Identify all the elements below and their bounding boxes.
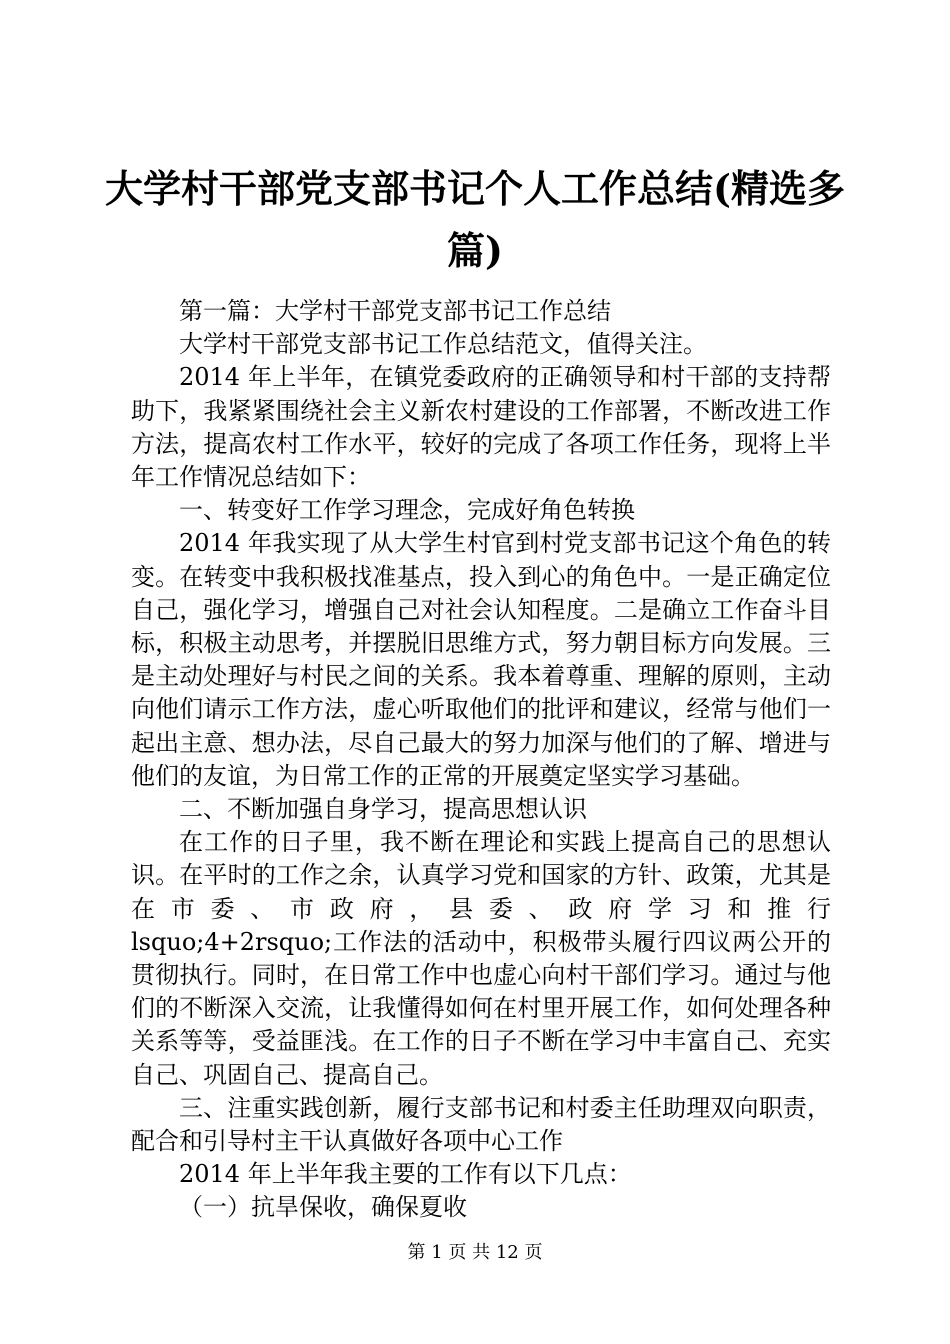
paragraph-self-study-part1: 在工作的日子里，我不断在理论和实践上提高自己的思想认识。在平时的工作之余，认真学习党和国家的方针、政策，尤其是在市委、市政府，县委、政府学习和推行 [131, 828, 831, 923]
document-body [131, 295, 831, 1225]
paragraph-overview: 2014 年上半年，在镇党委政府的正确领导和村干部的支持帮助下，我紧紧围绕社会主义新农村建设的工作部署，不断改进工作方法，提高农村工作水平，较好的完成了各项工作任务，现将上半年工作情况总结如下： [131, 363, 831, 492]
page-footer: 第 1 页 共 12 页 [407, 1242, 543, 1263]
title-line-2: 篇) [447, 228, 503, 273]
paragraph-self-study-part2: lsquo;4+2rsquo;工作法的活动中，积极带头履行四议两公开的贯彻执行。同时，在日常工作中也虚心向村干部们学习。通过与他们的不断深入交流，让我懂得如何在村里开展工作，如何处理各种关系等等，受益匪浅。在工作的日子不断在学习中丰富自己、充实自己、巩固自己、提高自己。 [131, 927, 831, 1089]
paragraph-intro: 大学村干部党支部书记工作总结范文，值得关注。 [179, 330, 707, 359]
title-line-1: 大学村干部党支部书记个人工作总结(精选多 [105, 166, 845, 211]
document-title [100, 158, 850, 282]
paragraph-section-heading: 第一篇：大学村干部党支部书记工作总结 [179, 297, 611, 325]
paragraph-role-change: 2014 年我实现了从大学生村官到村党支部书记这个角色的转变。在转变中我积极找准基点，投入到心的角色中。一是正确定位自己，强化学习，增强自己对社会认知程度。二是确立工作奋斗目标，积极主动思考，并摆脱旧思维方式，努力朝目标方向发展。三是主动处理好与村民之间的关系。我本着尊重、理解的原则，主动向他们请示工作方法，虚心听取他们的批评和建议，经常与他们一起出主意、想办法，尽自己最大的努力加深与他们的了解、增进与他们的友谊，为日常工作的正常的开展奠定坚实学习基础。 [131, 529, 831, 790]
paragraph-main-work: 2014 年上半年我主要的工作有以下几点： [179, 1160, 632, 1189]
heading-role-change: 一、转变好工作学习理念，完成好角色转换 [179, 496, 635, 525]
heading-self-study: 二、不断加强自身学习，提高思想认识 [179, 795, 587, 824]
heading-practice: 三、注重实践创新，履行支部书记和村委主任助理双向职责，配合和引导村主干认真做好各项中心工作 [131, 1093, 831, 1156]
heading-drought-relief: （一）抗旱保收，确保夏收 [179, 1193, 467, 1222]
